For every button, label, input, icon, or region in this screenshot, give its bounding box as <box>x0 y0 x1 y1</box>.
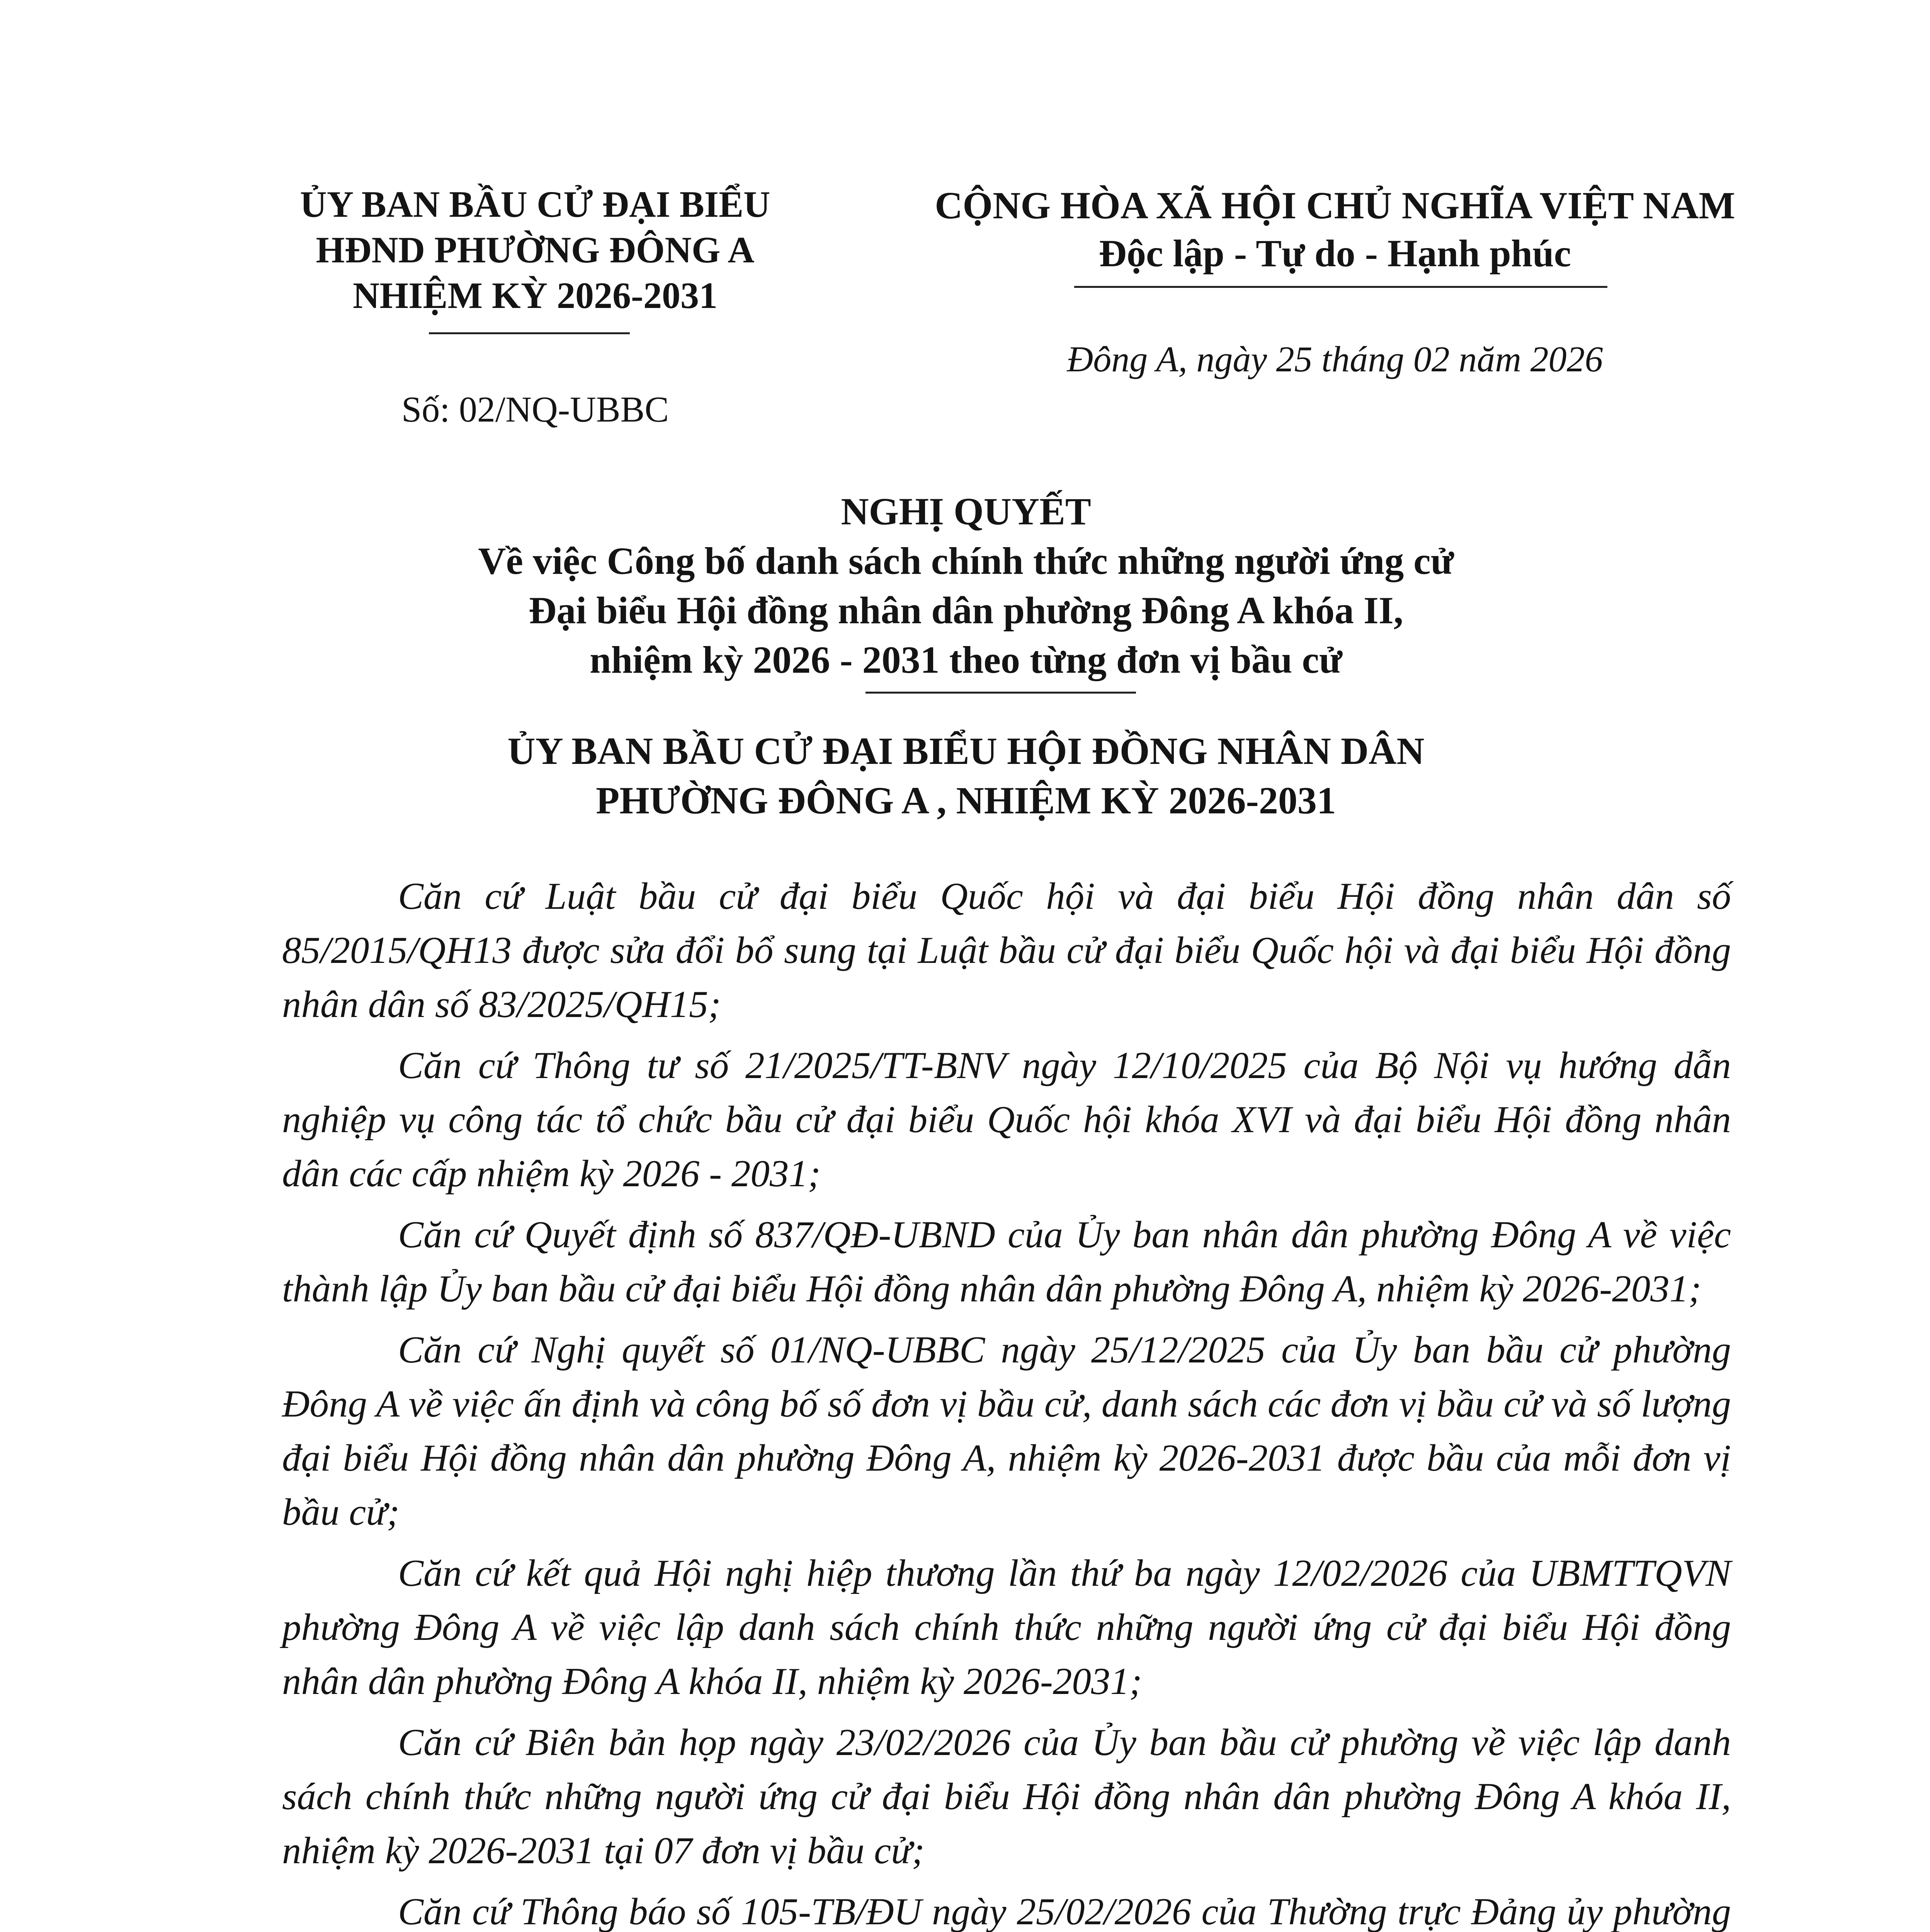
basis-paragraph: Căn cứ Luật bầu cử đại biểu Quốc hội và đại biểu Hội đồng nhân dân số 85/2015/QH13 được sửa đổi bổ sung tại Luật bầu cử đại biểu Quốc hội và đại biểu Hội đồng nhân dân số 83/2025/QH15; <box>282 875 1731 1026</box>
date-line: Đông A, ngày 25 tháng 02 năm 2026 <box>1067 339 1603 379</box>
organization-underline <box>429 332 630 334</box>
national-header <box>862 182 1808 277</box>
subject-line: Về việc Công bố danh sách chính thức những người ứng cử <box>478 539 1454 582</box>
national-title: CỘNG HÒA XÃ HỘI CHỦ NGHĨA VIỆT NAM <box>935 184 1735 227</box>
basis-paragraph: Căn cứ Biên bản họp ngày 23/02/2026 của Ủy ban bầu cử phường về việc lập danh sách chính thức những người ứng cử đại biểu Hội đồng nhân dân phường Đông A khóa II, nhiệm kỳ 2026-2031 tại 07 đơn vị bầu cử; <box>282 1721 1731 1872</box>
issuer-line: PHƯỜNG ĐÔNG A , NHIỆM KỲ 2026-2031 <box>596 779 1336 822</box>
issuing-organization <box>216 182 854 318</box>
subject-line: Đại biểu Hội đồng nhân dân phường Đông A khóa II, <box>529 589 1403 632</box>
motto-underline <box>1074 286 1607 288</box>
organization-line: ỦY BAN BẦU CỬ ĐẠI BIỂU <box>300 184 770 225</box>
basis-paragraph: Căn cứ kết quả Hội nghị hiệp thương lần thứ ba ngày 12/02/2026 của UBMTTQVN phường Đông A về việc lập danh sách chính thức những người ứng cử đại biểu Hội đồng nhân dân phường Đông A khóa II, nhiệm kỳ 2026-2031; <box>282 1552 1731 1702</box>
basis-paragraph: Căn cứ Thông tư số 21/2025/TT-BNV ngày 12/10/2025 của Bộ Nội vụ hướng dẫn nghiệp vụ công tác tổ chức bầu cử đại biểu Quốc hội khóa XVI và đại biểu Hội đồng nhân dân các cấp nhiệm kỳ 2026 - 2031; <box>282 1044 1731 1195</box>
title-underline <box>866 692 1136 694</box>
document-type: NGHỊ QUYẾT <box>841 490 1091 533</box>
national-motto: Độc lập - Tự do - Hạnh phúc <box>1098 232 1571 275</box>
subject-line: nhiệm kỳ 2026 - 2031 theo từng đơn vị bầu cử <box>590 638 1342 681</box>
document-title <box>270 487 1661 685</box>
issuer-line: ỦY BAN BẦU CỬ ĐẠI BIỂU HỘI ĐỒNG NHÂN DÂN <box>507 730 1425 772</box>
basis-paragraph: Căn cứ Nghị quyết số 01/NQ-UBBC ngày 25/12/2025 của Ủy ban bầu cử phường Đông A về việc ấn định và công bố số đơn vị bầu cử, danh sách các đơn vị bầu cử và số lượng đại biểu Hội đồng nhân dân phường Đông A, nhiệm kỳ 2026-2031 được bầu của mỗi đơn vị bầu cử; <box>282 1329 1731 1533</box>
basis-paragraph: Căn cứ Quyết định số 837/QĐ-UBND của Ủy ban nhân dân phường Đông A về việc thành lập Ủy ban bầu cử đại biểu Hội đồng nhân dân phường Đông A, nhiệm kỳ 2026-2031; <box>282 1214 1731 1310</box>
basis-paragraph: Căn cứ Thông báo số 105-TB/ĐU ngày 25/02/2026 của Thường trực Đảng ủy phường <box>398 1891 1731 1932</box>
organization-line: HĐND PHƯỜNG ĐÔNG A <box>316 229 755 270</box>
organization-line: NHIỆM KỲ 2026-2031 <box>353 275 718 316</box>
document-number: Số: 02/NQ-UBBC <box>401 389 669 430</box>
legal-basis <box>282 869 1731 1932</box>
issuer-heading <box>270 726 1661 825</box>
